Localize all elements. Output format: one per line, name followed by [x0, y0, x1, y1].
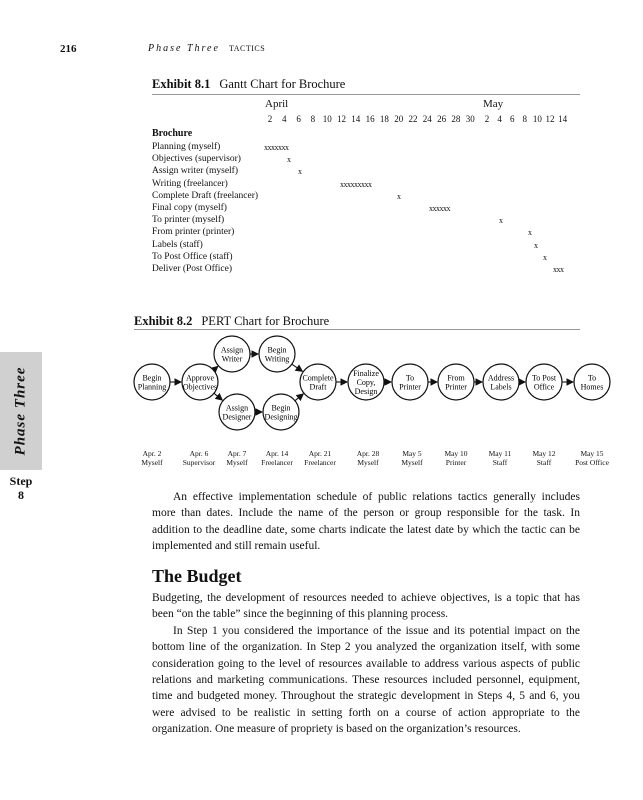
gantt-task-label: To printer (myself) — [152, 215, 225, 226]
pert-date: May 12 — [532, 449, 556, 458]
exhibit-label: Exhibit 8.1 — [152, 77, 211, 91]
pert-date: May 15 — [580, 449, 604, 458]
pert-responsible: Myself — [226, 458, 248, 467]
pert-date-entry — [126, 449, 178, 467]
pert-node-label: Design — [354, 387, 378, 396]
pert-date: Apr. 21 — [308, 449, 332, 458]
pert-responsible: Myself — [401, 458, 423, 467]
pert-node-finalize — [348, 364, 384, 400]
paragraph-schedule — [152, 489, 580, 555]
pert-node-address-labels — [483, 364, 519, 400]
gantt-bar-mark: xxxxxxx — [264, 143, 289, 152]
step-number: 8 — [18, 488, 24, 502]
gantt-month-may: May — [483, 98, 504, 110]
pert-node-label: Copy, — [356, 378, 376, 387]
pert-node-to-post-office — [526, 364, 562, 400]
pert-node-label: Printer — [445, 382, 467, 392]
pert-date-entry — [294, 449, 346, 467]
pert-responsible: Myself — [357, 458, 379, 467]
pert-node-label: Approve — [186, 373, 214, 383]
pert-node-label: Writing — [264, 354, 290, 364]
page-number: 216 — [60, 43, 77, 55]
pert-node-label: To — [405, 373, 415, 383]
pert-responsible: Freelancer — [261, 458, 293, 467]
pert-node-label: Designing — [264, 412, 298, 422]
step-label: Step — [9, 474, 33, 488]
pert-node-label: Draft — [309, 382, 327, 392]
pert-arrow — [292, 364, 302, 371]
pert-node-label: Printer — [399, 382, 421, 392]
exhibit-caption: Gantt Chart for Brochure — [219, 77, 346, 91]
pert-responsible: Printer — [445, 458, 467, 467]
gantt-bar-mark: xxxxxxxxx — [340, 179, 372, 189]
pert-node-label: Planning — [137, 382, 167, 392]
pert-date: Apr. 28 — [356, 449, 380, 458]
running-header-part: Phase Three — [148, 43, 220, 54]
gantt-day-tick: 10 — [532, 114, 542, 124]
pert-node-label: Assign — [225, 403, 249, 413]
pert-node-complete-draft — [300, 364, 336, 400]
pert-date-entry — [566, 449, 618, 467]
pert-date: Apr. 14 — [265, 449, 289, 458]
exhibit-label: Exhibit 8.2 — [134, 314, 193, 328]
gantt-day-tick: 16 — [365, 114, 375, 124]
pert-responsible: Myself — [141, 458, 163, 467]
pert-responsible: Supervisor — [182, 458, 216, 467]
gantt-day-tick: 14 — [351, 114, 361, 124]
pert-node-label: Begin — [267, 345, 287, 355]
gantt-day-tick: 2 — [484, 114, 490, 124]
gantt-bar-mark: x — [298, 167, 302, 177]
pert-node-label: Homes — [580, 382, 604, 392]
running-header-section: TACTICS — [229, 44, 266, 53]
pert-node-label: Assign — [220, 345, 244, 355]
pert-node-begin-writing — [259, 336, 295, 372]
gantt-task-label: Assign writer (myself) — [152, 166, 239, 177]
pert-date: May 5 — [402, 449, 422, 458]
gantt-bar-mark: xxxxxx — [429, 204, 450, 213]
pert-node-label: Begin — [271, 403, 291, 413]
paragraph-text: Budgeting, the development of resources needed to achieve objectives, is a topic that has been “on the table” since the beginning of this planning process. — [152, 592, 580, 621]
pert-node-label: To — [587, 373, 597, 383]
gantt-task-label: Labels (staff) — [152, 239, 203, 250]
gantt-task-label: Final copy (myself) — [152, 203, 227, 213]
pert-date: Apr. 6 — [189, 449, 209, 458]
gantt-day-tick: 12 — [337, 114, 346, 124]
gantt-bar-mark: x — [528, 228, 532, 238]
gantt-day-tick: 26 — [437, 114, 447, 124]
pert-node-label: Writer — [221, 354, 243, 364]
gantt-day-tick: 22 — [408, 114, 418, 124]
pert-node-label: Finalize — [353, 369, 379, 378]
gantt-bar-mark: x — [397, 191, 401, 201]
gantt-day-tick: 12 — [545, 114, 555, 124]
gantt-task-label: Objectives (supervisor) — [152, 154, 241, 165]
section-heading: The Budget — [152, 566, 242, 586]
gantt-day-tick: 4 — [282, 114, 287, 124]
gantt-day-tick: 4 — [497, 114, 502, 124]
pert-date-entry — [518, 449, 570, 467]
gantt-bar-mark: x — [534, 240, 538, 250]
pert-node-label: Address — [487, 373, 515, 383]
pert-node-assign-writer — [214, 336, 250, 372]
gantt-bar-mark: x — [543, 252, 547, 262]
gantt-day-tick: 30 — [465, 114, 475, 124]
gantt-day-tick: 18 — [379, 114, 389, 124]
gantt-day-tick: 28 — [451, 114, 461, 124]
pert-node-label: To Post — [531, 373, 557, 383]
pert-node-label: From — [447, 373, 465, 383]
gantt-day-tick: 14 — [558, 114, 568, 124]
gantt-day-tick: 20 — [394, 114, 404, 124]
gantt-task-label: Writing (freelancer) — [152, 178, 228, 189]
gantt-day-tick: 6 — [296, 114, 301, 124]
pert-date: May 11 — [488, 449, 512, 458]
gantt-day-tick: 24 — [422, 114, 432, 124]
pert-responsible: Freelancer — [304, 458, 336, 467]
pert-arrow — [214, 367, 218, 371]
gantt-day-tick: 10 — [322, 114, 332, 124]
pert-node-approve-objectives — [182, 364, 218, 400]
sidebar-title: Phase Three — [12, 366, 29, 456]
gantt-task-label: Deliver (Post Office) — [152, 264, 233, 274]
gantt-task-label: To Post Office (staff) — [152, 251, 233, 262]
pert-node-label: Complete — [302, 373, 334, 383]
pert-node-label: Objectives — [182, 382, 218, 392]
gantt-day-tick: 8 — [310, 114, 316, 124]
gantt-day-tick: 8 — [522, 114, 528, 124]
gantt-bar-mark: xxx — [553, 265, 564, 274]
pert-node-to-homes — [574, 364, 610, 400]
gantt-bar-mark: x — [287, 155, 291, 165]
paragraph-budget — [152, 590, 580, 738]
pert-date: Apr. 2 — [142, 449, 162, 458]
gantt-group-label: Brochure — [152, 128, 193, 139]
pert-node-begin-designing — [263, 394, 299, 430]
pert-arrow — [295, 394, 303, 401]
pert-node-label: Office — [533, 382, 555, 392]
pert-node-to-printer — [392, 364, 428, 400]
paragraph-text: In Step 1 you considered the importance of the issue and its potential impact on the bottom line of the organization. In Step 2 you analyzed the organization itself, with some consideration going to the level of resources available to address various aspects of public relations and marketing communications. These resources included personnel, equipment, time and budgeted money. Throughout the strategic development in Steps 4, 5 and 6, you were advised to be realistic in setting forth on a course of action appropriate to the organization. One measure of propriety is based on the organization’s resources. — [152, 624, 580, 736]
pert-responsible: Post Office — [575, 458, 609, 467]
pert-node-assign-designer — [219, 394, 255, 430]
pert-date: May 10 — [444, 449, 468, 458]
pert-node-label: Labels — [490, 382, 512, 392]
gantt-day-tick: 6 — [509, 114, 515, 124]
pert-node-label: Begin — [142, 373, 162, 383]
pert-node-from-printer — [438, 364, 474, 400]
gantt-bar-mark: x — [499, 216, 503, 226]
pert-responsible: Staff — [492, 458, 508, 467]
paragraph-text: An effective implementation schedule of public relations tactics generally includes more than dates. Include the name of the person or group responsible for the task. In addition to the deadline date, some charts indicate the latest date by which the tactic can be implemented and still remain useful. — [152, 491, 580, 553]
pert-responsible: Staff — [536, 458, 552, 467]
gantt-day-tick: 2 — [267, 114, 273, 124]
gantt-task-label: Complete Draft (freelancer) — [152, 190, 259, 201]
exhibit-caption: PERT Chart for Brochure — [201, 314, 330, 328]
pert-node-begin-planning — [134, 364, 170, 400]
pert-node-label: Designer — [222, 412, 252, 422]
pert-date: Apr. 7 — [227, 449, 247, 458]
gantt-month-april: April — [265, 98, 289, 110]
pert-arrow — [214, 393, 222, 400]
gantt-task-label: From printer (printer) — [152, 227, 235, 238]
gantt-task-label: Planning (myself) — [152, 142, 221, 152]
